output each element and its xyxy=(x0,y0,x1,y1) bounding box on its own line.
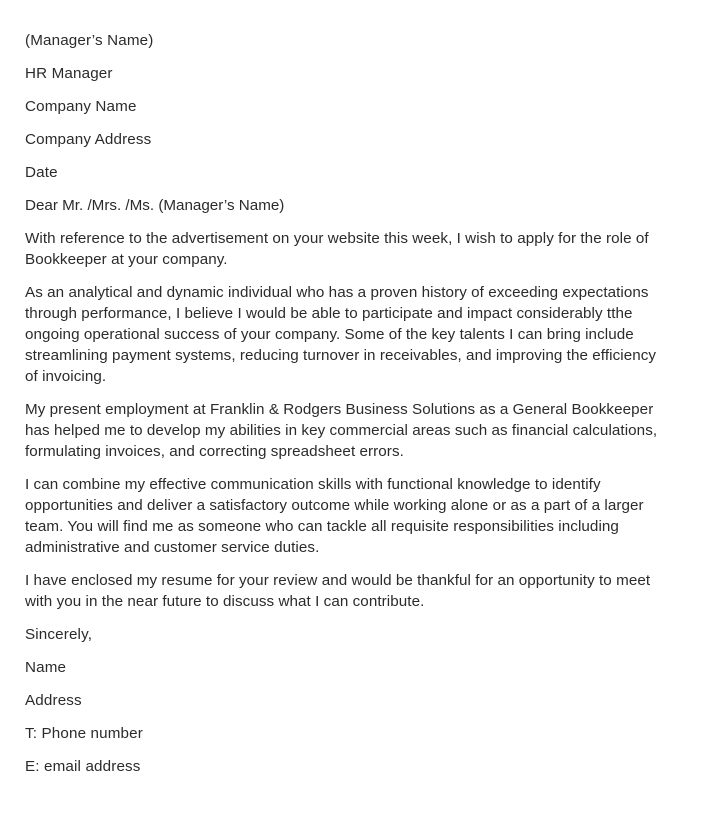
paragraph-skills: I can combine my effective communication skills with functional knowledge to identify opportunities and deliver a satisfactory outcome while working alone or as a part of a larger team. You will find me as someone who can tackle all requisite responsibilities including administrative and customer service duties. xyxy=(25,476,644,556)
sender-email: E: email address xyxy=(25,758,141,775)
letter-body-paragraphs xyxy=(25,228,673,612)
paragraph-closing: I have enclosed my resume for your review and would be thankful for an opportunity to meet with you in the near future to discuss what I can contribute. xyxy=(25,572,651,610)
sender-name: Name xyxy=(25,659,67,676)
recipient-block xyxy=(25,30,673,183)
cover-letter-body xyxy=(25,30,673,777)
paragraph-experience: My present employment at Franklin & Rodgers Business Solutions as a General Bookkeeper has helped me to develop my abilities in key commercial areas such as financial calculations, formulating invoices, and correcting spreadsheet errors. xyxy=(25,401,658,460)
signoff: Sincerely, xyxy=(25,626,93,643)
paragraph-intro: With reference to the advertisement on your website this week, I wish to apply for the role of Bookkeeper at your company. xyxy=(25,230,649,268)
paragraph-qualifications: As an analytical and dynamic individual who has a proven history of exceeding expectations through performance, I believe I would be able to participate and impact considerably tthe ongoing operational success of your company. Some of the key talents I can bring include streamlining payment systems, reducing turnover in receivables, and improving the efficiency of invoicing. xyxy=(25,284,657,385)
salutation: Dear Mr. /Mrs. /Ms. (Manager’s Name) xyxy=(25,197,285,214)
recipient-company-name: Company Name xyxy=(25,98,137,115)
sender-phone: T: Phone number xyxy=(25,725,143,742)
signature-block xyxy=(25,657,673,777)
recipient-company-address: Company Address xyxy=(25,131,152,148)
sender-address: Address xyxy=(25,692,82,709)
recipient-job-title: HR Manager xyxy=(25,65,113,82)
letter-date: Date xyxy=(25,164,58,181)
recipient-manager-name: (Manager’s Name) xyxy=(25,32,154,49)
